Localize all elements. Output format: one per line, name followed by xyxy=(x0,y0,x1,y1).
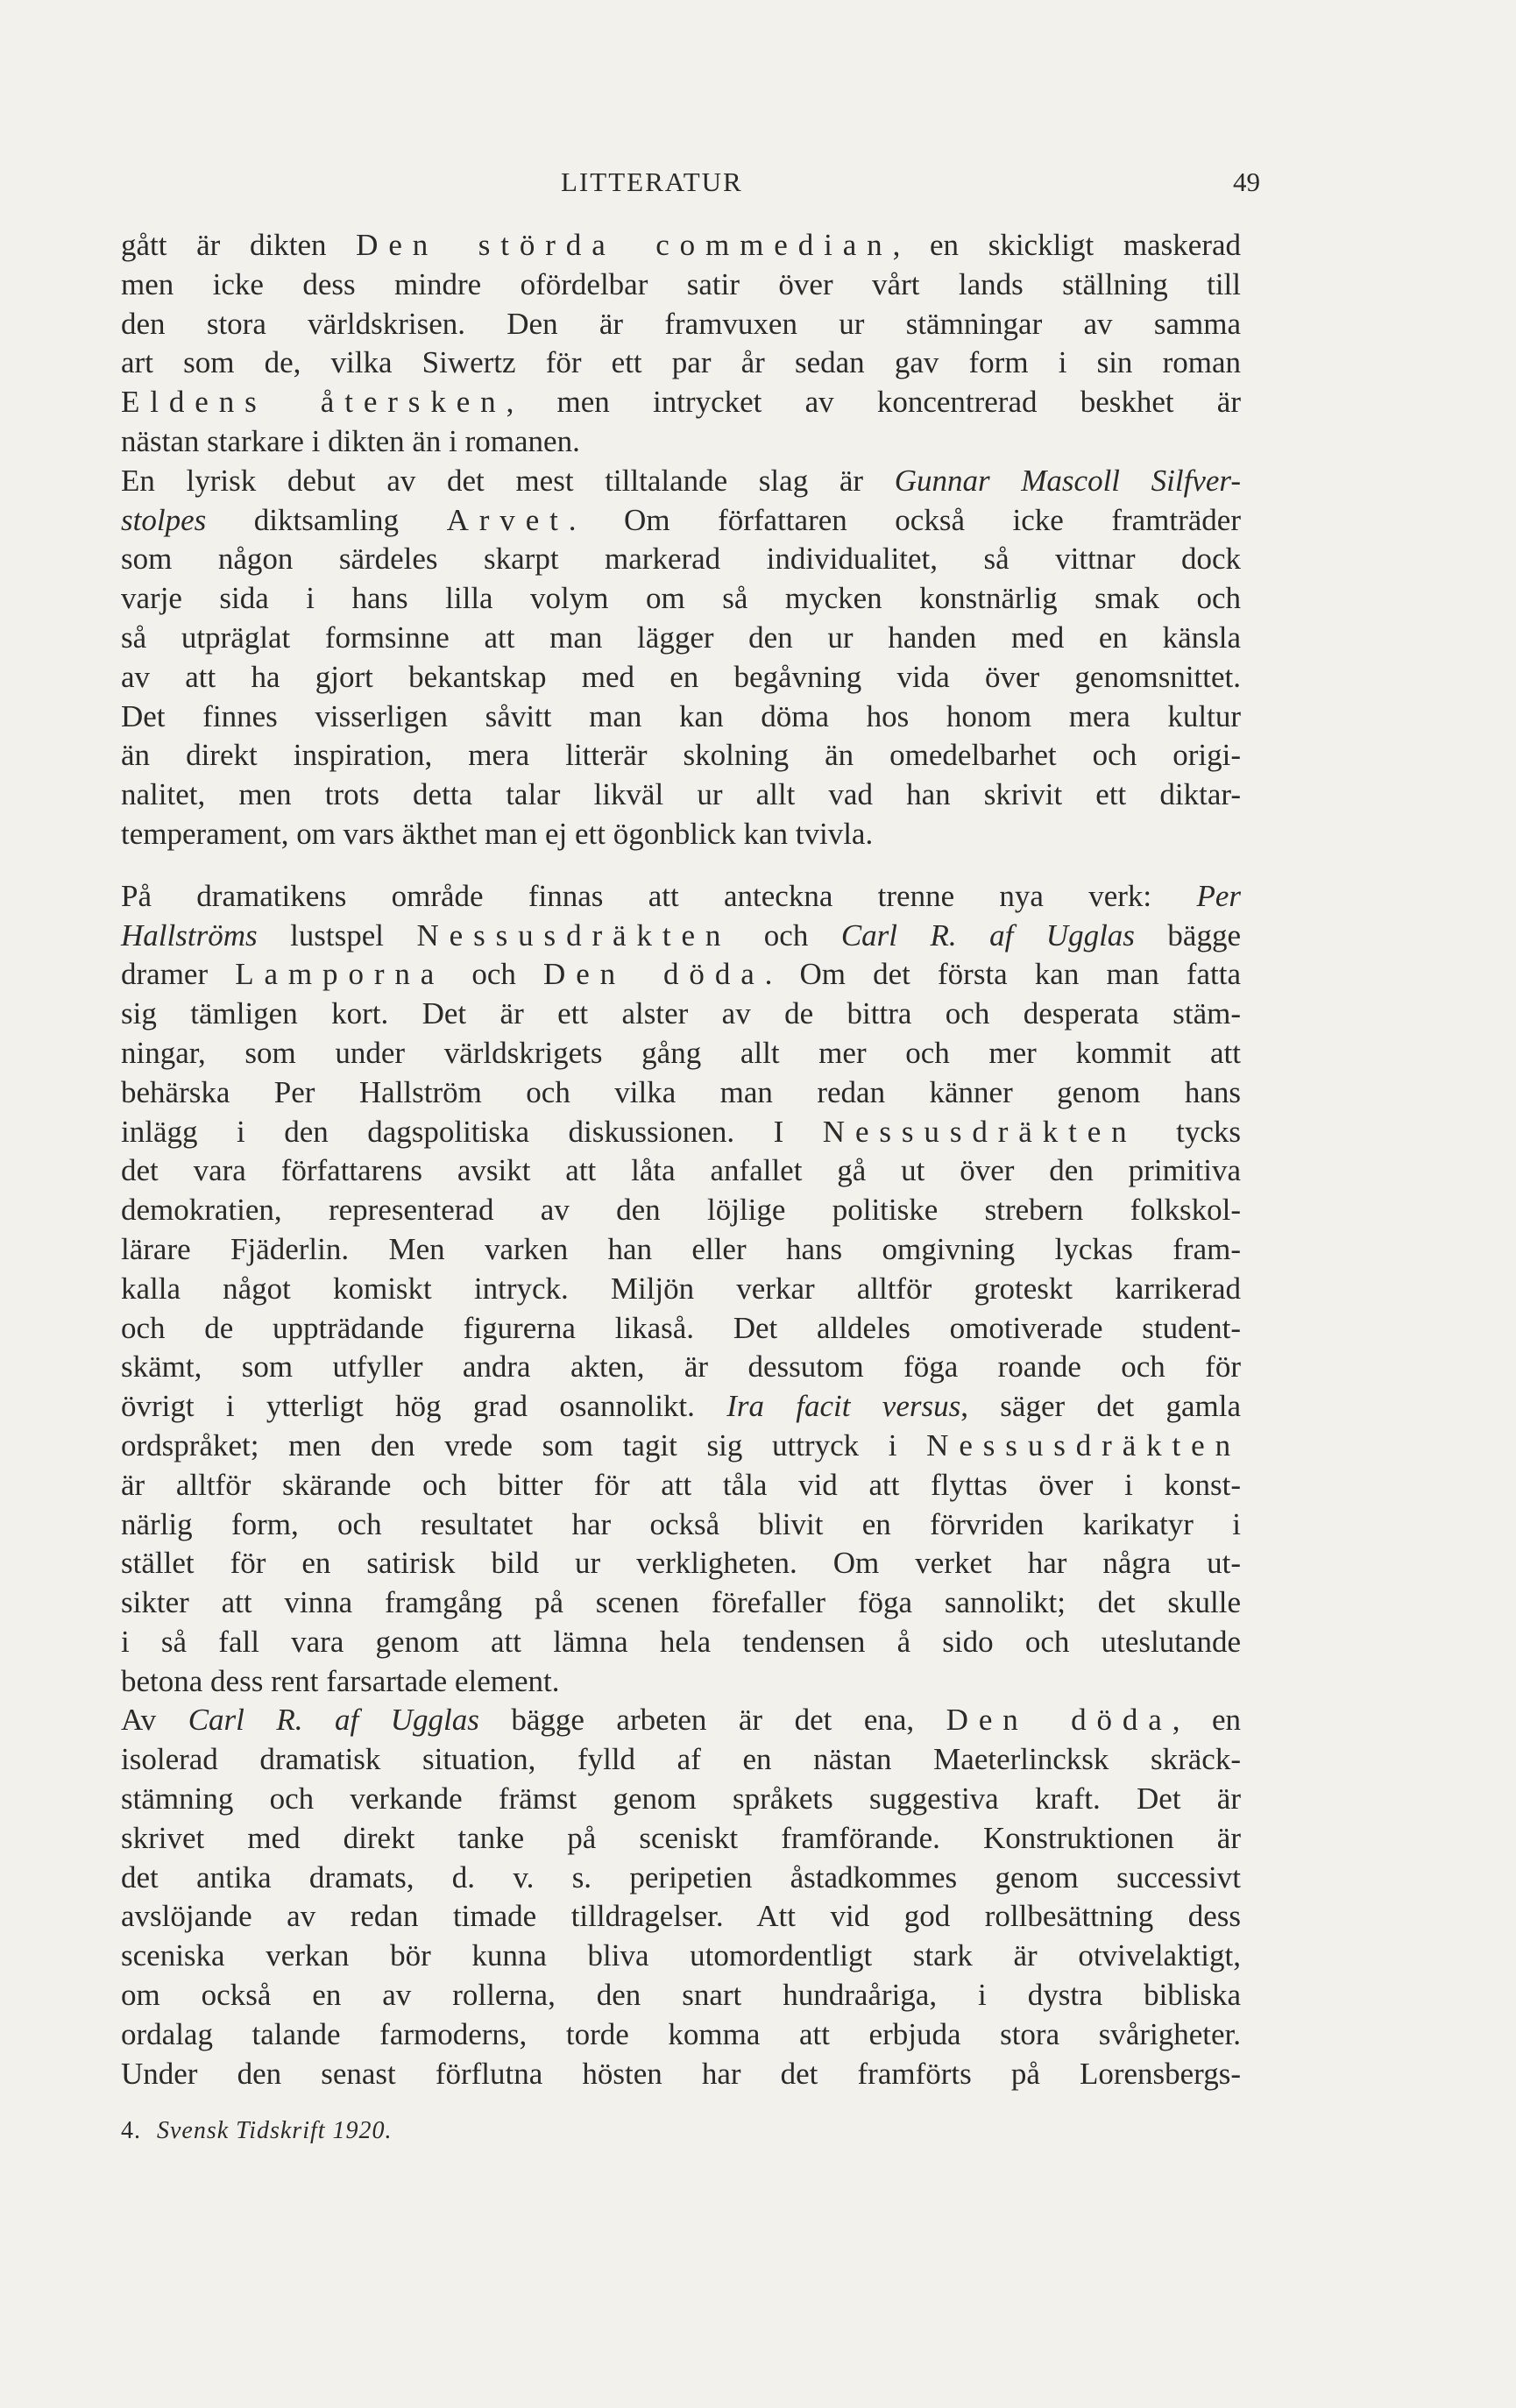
text-line xyxy=(121,266,1241,305)
text-run: och xyxy=(731,917,841,953)
text-line xyxy=(121,1348,1241,1387)
text-run: än direkt inspiration, mera litterär skolning än omedelbarhet och origi- xyxy=(121,738,1241,773)
text-run: dramer xyxy=(121,957,236,992)
text-run: På dramatikens område finnas att anteckna trenne nya verk: xyxy=(121,878,1197,913)
text-run: temperament, om vars äkthet man ej ett ögonblick kan tvivla. xyxy=(121,816,874,851)
page-number: 49 xyxy=(1233,166,1260,197)
text-run: Under den senast förflutna hösten har det framförts på Lorensbergs- xyxy=(121,2056,1241,2091)
text-run: lustspel xyxy=(257,917,417,953)
text-line xyxy=(121,1151,1241,1191)
text-run: om också en av rollerna, den snart hundraåriga, i dystra bibliska xyxy=(121,1978,1241,2013)
text-line xyxy=(121,1427,1241,1466)
text-run: skämt, som utfyller andra akten, är dessutom föga roande och för xyxy=(121,1349,1241,1385)
text-run: närlig form, och resultatet har också blivit en förvriden karikatyr i xyxy=(121,1506,1241,1541)
text-line xyxy=(121,343,1241,383)
text-line xyxy=(121,1505,1241,1545)
text-run: ordalag talande farmoderns, torde komma att erbjuda stora svårigheter. xyxy=(121,2016,1241,2051)
text-run: det antika dramats, d. v. s. peripetien åstadkommes genom successivt xyxy=(121,1859,1241,1895)
spaced-title: Den störda commedian xyxy=(356,228,893,262)
text-run: inlägg i den dagspolitiska diskussionen. I xyxy=(121,1114,823,1149)
text-run: ningar, som under världskrigets gång allt mer och mer kommit att xyxy=(121,1035,1241,1070)
text-line xyxy=(121,1544,1241,1583)
text-run: ordspråket; men den vrede som tagit sig uttryck i xyxy=(121,1427,927,1463)
text-line xyxy=(121,1387,1241,1427)
italic-name: Ira facit versus xyxy=(726,1389,961,1424)
text-run: art som de, vilka Siwertz för ett par år sedan gav form i sin roman xyxy=(121,345,1241,380)
text-run: . Om författaren också icke framträder xyxy=(568,502,1241,537)
text-run: är alltför skärande och bitter för att tåla vid att flyttas över i konst- xyxy=(121,1467,1241,1502)
text-line xyxy=(121,422,1241,462)
text-line xyxy=(121,2055,1241,2094)
text-run: gått är dikten xyxy=(121,228,357,262)
text-run: av att ha gjort bekantskap med en begåvning vida över genomsnittet. xyxy=(121,659,1241,694)
running-header xyxy=(561,166,1260,210)
text-run: kalla något komiskt intryck. Miljön verkar alltför groteskt karrikerad xyxy=(121,1271,1241,1306)
text-line xyxy=(121,1819,1241,1859)
text-line xyxy=(121,1623,1241,1662)
text-run: , säger det gamla xyxy=(960,1389,1242,1424)
italic-name: Gunnar Mascoll Silfver- xyxy=(894,463,1241,498)
text-run: sig tämligen kort. Det är ett alster av de bittra och desperata stäm- xyxy=(121,996,1241,1031)
text-run: sikter att vinna framgång på scenen förefaller föga sannolikt; det skulle xyxy=(121,1585,1241,1620)
text-run: demokratien, representerad av den löjlige politiske strebern folkskol- xyxy=(121,1193,1241,1228)
text-run: sceniska verkan bör kunna bliva utomordentligt stark är otvivelaktigt, xyxy=(121,1938,1241,1973)
text-run: det vara författarens avsikt att låta anfallet gå ut över den primitiva xyxy=(121,1153,1241,1188)
italic-name: Carl R. af Ugglas xyxy=(188,1703,479,1738)
italic-name: Hallströms xyxy=(121,917,258,953)
text-line xyxy=(121,815,1241,854)
text-line xyxy=(121,1740,1241,1780)
text-run: avslöjande av redan timade tilldragelser. Att vid god rollbesättning dess xyxy=(121,1899,1241,1934)
text-line xyxy=(121,1309,1241,1349)
text-line xyxy=(121,226,1241,266)
text-run: som någon särdeles skarpt markerad individualitet, så vittnar dock xyxy=(121,542,1241,577)
text-line xyxy=(121,658,1241,698)
text-run: En lyrisk debut av det mest tilltalande slag är xyxy=(121,463,895,498)
text-run: nalitet, men trots detta talar likväl ur allt vad han skrivit ett diktar- xyxy=(121,777,1241,812)
text-line xyxy=(121,501,1241,541)
text-line xyxy=(121,1270,1241,1309)
text-line xyxy=(121,1937,1241,1976)
text-line xyxy=(121,1976,1241,2015)
spaced-title: Nessusdräkten xyxy=(416,917,732,953)
text-line xyxy=(121,917,1241,956)
text-line xyxy=(121,736,1241,776)
text-line xyxy=(121,1780,1241,1819)
running-head-title: LITTERATUR xyxy=(561,166,743,197)
body-text xyxy=(121,226,1241,2093)
text-line xyxy=(121,1897,1241,1937)
text-run: så utpräglat formsinne att man lägger den ur handen med en känsla xyxy=(121,620,1241,655)
text-run: , en xyxy=(1172,1703,1241,1738)
text-run: Det finnes visserligen såvitt man kan döma hos honom mera kultur xyxy=(121,698,1241,733)
text-line xyxy=(121,1113,1241,1152)
text-run: . Om det första kan man fatta xyxy=(764,957,1241,992)
text-line xyxy=(121,1662,1241,1702)
text-run: tycks xyxy=(1137,1114,1241,1149)
text-line xyxy=(121,1859,1241,1898)
text-line xyxy=(121,383,1241,422)
spaced-title: Arvet xyxy=(446,502,569,537)
spaced-title: Nessusdräkten xyxy=(926,1427,1241,1463)
text-line xyxy=(121,579,1241,619)
section-gap xyxy=(121,854,1241,877)
italic-name: stolpes xyxy=(121,502,207,537)
text-line xyxy=(121,877,1241,917)
text-line xyxy=(121,1583,1241,1623)
text-run: stället för en satirisk bild ur verkligheten. Om verket har några ut- xyxy=(121,1546,1241,1581)
text-run: varje sida i hans lilla volym om så mycken konstnärlig smak och xyxy=(121,581,1241,616)
text-line xyxy=(121,1073,1241,1113)
text-run: behärska Per Hallström och vilka man redan känner genom hans xyxy=(121,1074,1241,1109)
text-run: övrigt i ytterligt hög grad osannolikt. xyxy=(121,1389,727,1424)
text-line xyxy=(121,1701,1241,1740)
text-run: bägge arbeten är det ena, xyxy=(478,1703,946,1738)
spaced-title: Lamporna xyxy=(235,957,445,992)
italic-name: Carl R. af Ugglas xyxy=(840,917,1135,953)
text-run: Av xyxy=(121,1703,188,1738)
spaced-title: Den döda xyxy=(543,957,765,992)
text-line xyxy=(121,955,1241,995)
text-line xyxy=(121,1230,1241,1270)
text-line xyxy=(121,619,1241,658)
text-run: isolerad dramatisk situation, fylld af en nästan Maeterlincksk skräck- xyxy=(121,1742,1241,1777)
text-line xyxy=(121,1191,1241,1230)
text-run: bägge xyxy=(1134,917,1241,953)
italic-name: Per xyxy=(1196,878,1241,913)
text-run: nästan starkare i dikten än i romanen. xyxy=(121,423,580,458)
text-run: och de uppträdande figurerna likaså. Det alldeles omotiverade student- xyxy=(121,1310,1241,1345)
text-run: betona dess rent farsartade element. xyxy=(121,1663,560,1698)
text-run: och xyxy=(444,957,544,992)
text-line xyxy=(121,776,1241,815)
text-line xyxy=(121,698,1241,737)
footer xyxy=(121,2117,393,2145)
text-run: men icke dess mindre ofördelbar satir över vårt lands ställning till xyxy=(121,266,1241,301)
spaced-title: Den döda xyxy=(946,1703,1172,1738)
text-run: , en skickligt maskerad xyxy=(892,228,1242,262)
text-line xyxy=(121,2015,1241,2055)
signature-mark: 4. xyxy=(121,2117,141,2144)
text-run: diktsamling xyxy=(206,502,447,537)
text-line xyxy=(121,995,1241,1034)
text-run: lärare Fjäderlin. Men varken han eller hans omgivning lyckas fram- xyxy=(121,1231,1241,1266)
text-run: i så fall vara genom att lämna hela tendensen å sido och uteslutande xyxy=(121,1624,1241,1659)
journal-title: Svensk Tidskrift 1920. xyxy=(157,2117,393,2144)
text-run: , men intrycket av koncentrerad beskhet är xyxy=(506,385,1242,420)
text-line xyxy=(121,1034,1241,1073)
text-run: skrivet med direkt tanke på sceniskt framförande. Konstruktionen är xyxy=(121,1820,1241,1855)
text-line xyxy=(121,305,1241,344)
text-run: den stora världskrisen. Den är framvuxen ur stämningar av samma xyxy=(121,306,1241,341)
text-run: stämning och verkande främst genom språkets suggestiva kraft. Det är xyxy=(121,1781,1241,1817)
text-line xyxy=(121,540,1241,579)
spaced-title: Nessusdräkten xyxy=(822,1114,1137,1149)
spaced-title: Eldens återsken xyxy=(121,385,507,420)
text-line xyxy=(121,1466,1241,1505)
text-line xyxy=(121,462,1241,501)
